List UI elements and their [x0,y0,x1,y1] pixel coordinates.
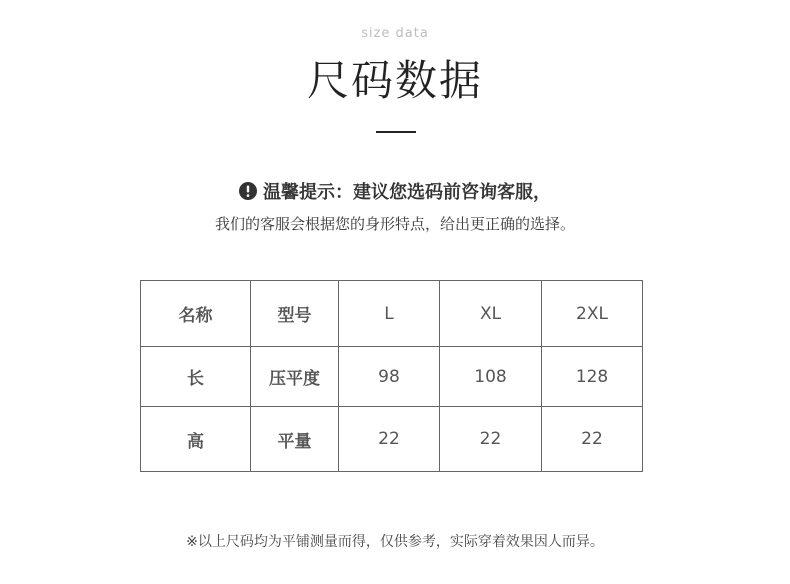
tip-heading [0,178,790,204]
table-header-row [141,281,643,347]
table-header-cell: L [339,281,440,347]
table-header-cell: 2XL [542,281,643,347]
size-table [140,280,643,472]
table-cell: 128 [542,347,643,407]
exclamation-circle-icon [239,182,257,200]
table-cell: 压平度 [251,347,339,407]
table-cell: 长 [141,347,251,407]
table-row [141,347,643,407]
table-row [141,407,643,472]
table-cell: 108 [440,347,542,407]
footnote: ※以上尺码均为平铺测量而得，仅供参考，实际穿着效果因人而异。 [186,534,604,550]
table-cell: 平量 [251,407,339,472]
table-header-cell: 型号 [251,281,339,347]
tip-heading-text: 温馨提示：建议您选码前咨询客服， [263,182,551,203]
table-header-cell: XL [440,281,542,347]
tip-subtext: 我们的客服会根据您的身形特点，给出更正确的选择。 [214,215,575,233]
table-cell: 98 [339,347,440,407]
table-cell: 22 [440,407,542,472]
title-divider [376,131,416,133]
table-cell: 22 [542,407,643,472]
subtitle-english: size data [361,26,429,41]
page-title: 尺码数据 [306,56,483,105]
table-cell: 22 [339,407,440,472]
table-header-cell: 名称 [141,281,251,347]
table-cell: 高 [141,407,251,472]
